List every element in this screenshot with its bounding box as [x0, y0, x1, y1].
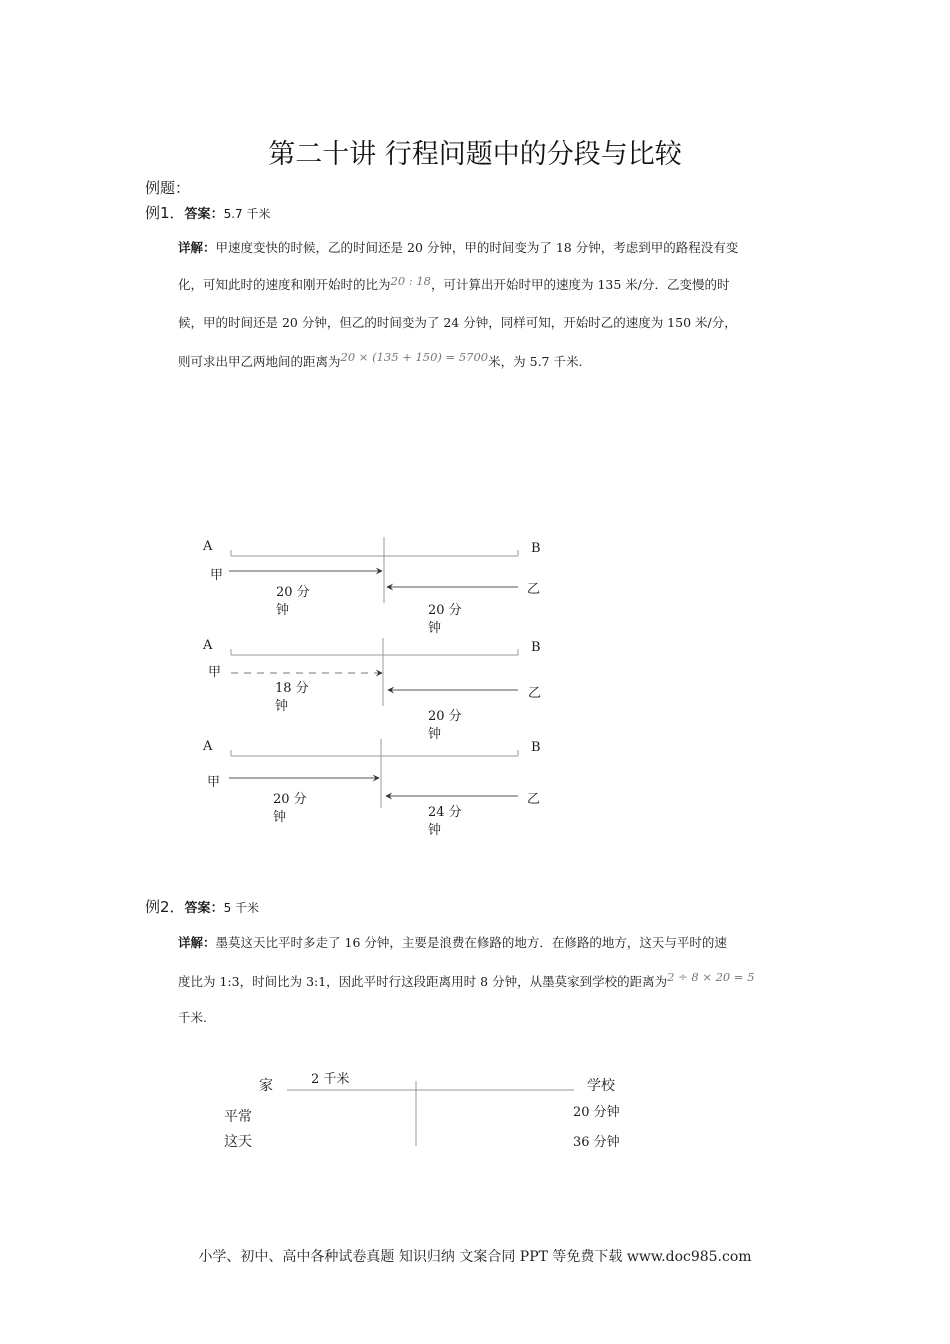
section-label: 例题： [145, 179, 191, 197]
example-2-answer-label: 答案 [184, 901, 211, 916]
label-normal: 平常 [224, 1109, 252, 1125]
label-jia: 甲 [210, 568, 224, 583]
label-jia: 甲 [207, 775, 221, 790]
detail-text: 甲速度变快的时候，乙的时间还是 20 分钟，甲的时间变为了 18 分钟，考虑到甲的路程没有变 [215, 240, 739, 255]
point-a: A [203, 539, 213, 554]
answer-sep: ： [210, 207, 224, 222]
example-2-line-1 [178, 933, 727, 951]
detail-text: 则可求出甲乙两地间的距离为 [178, 354, 341, 369]
detail-text: 墨莫这天比平时多走了 16 分钟，主要是浪费在修路的地方．在修路的地方，这天与平时的速 [215, 935, 727, 950]
page-title: 第二十讲 行程问题中的分段与比较 [268, 139, 682, 170]
example-2-answer-value: 5 千米 [223, 901, 260, 915]
point-b: B [531, 740, 541, 755]
detail-label: 详解 [178, 240, 204, 255]
example-1-answer-value: 5.7 千米 [223, 207, 271, 221]
point-a: A [203, 638, 213, 653]
point-b: B [531, 640, 541, 655]
distance-formula: 20 × (135 + 150) = 5700 [340, 350, 489, 364]
label-distance: 2 千米 [311, 1072, 350, 1087]
yi-time: 20 分 [428, 709, 462, 724]
point-a: A [203, 739, 213, 754]
example-1-line-3: 候，甲的时间还是 20 分钟，但乙的时间变为了 24 分钟，同样可知，开始时乙的速度为 150 米/分， [178, 315, 737, 330]
jia-time: 20 分 [276, 585, 310, 600]
detail-label: 详解 [178, 935, 204, 950]
diagram-1-row-1 [229, 537, 518, 603]
example-2-header [145, 896, 259, 917]
example-2-label: 例2． [145, 898, 185, 916]
example-1-answer-label: 答案 [184, 207, 211, 222]
jia-time-unit: 钟 [273, 810, 287, 825]
answer-sep: ： [210, 901, 224, 916]
label-school: 学校 [587, 1078, 615, 1094]
detail-text: ，可计算出开始时甲的速度为 135 米/分．乙变慢的时 [430, 277, 730, 292]
today-time: 36 分钟 [573, 1135, 620, 1150]
example-2-line-2 [178, 972, 755, 990]
detail-text: 化，可知此时的速度和刚开始时的比为 [178, 277, 391, 292]
normal-time: 20 分钟 [573, 1105, 620, 1120]
example-2-line-3: 千米. [178, 1010, 207, 1025]
yi-time: 20 分 [428, 603, 462, 618]
detail-text: 米，为 5.7 千米. [488, 354, 583, 369]
yi-time: 24 分 [428, 805, 462, 820]
label-yi: 乙 [527, 792, 541, 807]
detail-text: 度比为 1:3，时间比为 3:1，因此平时行这段距离用时 8 分钟，从墨莫家到学校的距离为 [178, 974, 668, 989]
label-yi: 乙 [528, 686, 542, 701]
label-today: 这天 [224, 1134, 252, 1150]
ratio-formula: 20 : 18 [390, 274, 431, 288]
jia-time: 20 分 [273, 792, 307, 807]
diagram-2-lines [287, 1081, 574, 1146]
yi-time-unit: 钟 [428, 727, 442, 742]
label-home: 家 [259, 1078, 273, 1094]
example-1-label: 例1． [145, 204, 185, 222]
jia-time: 18 分 [275, 681, 309, 696]
point-b: B [531, 541, 541, 556]
yi-time-unit: 钟 [428, 621, 442, 636]
label-jia: 甲 [208, 665, 222, 680]
footer-text: 小学、初中、高中各种试卷真题 知识归纳 文案合同 PPT 等免费下载 www.doc985.com [198, 1249, 752, 1265]
detail-sep: ： [203, 935, 216, 950]
label-yi: 乙 [527, 582, 541, 597]
jia-time-unit: 钟 [275, 699, 289, 714]
detail-sep: ： [203, 240, 216, 255]
yi-time-unit: 钟 [428, 823, 442, 838]
jia-time-unit: 钟 [276, 603, 290, 618]
school-distance-formula: 2 ÷ 8 × 20 = 5 [667, 970, 755, 984]
